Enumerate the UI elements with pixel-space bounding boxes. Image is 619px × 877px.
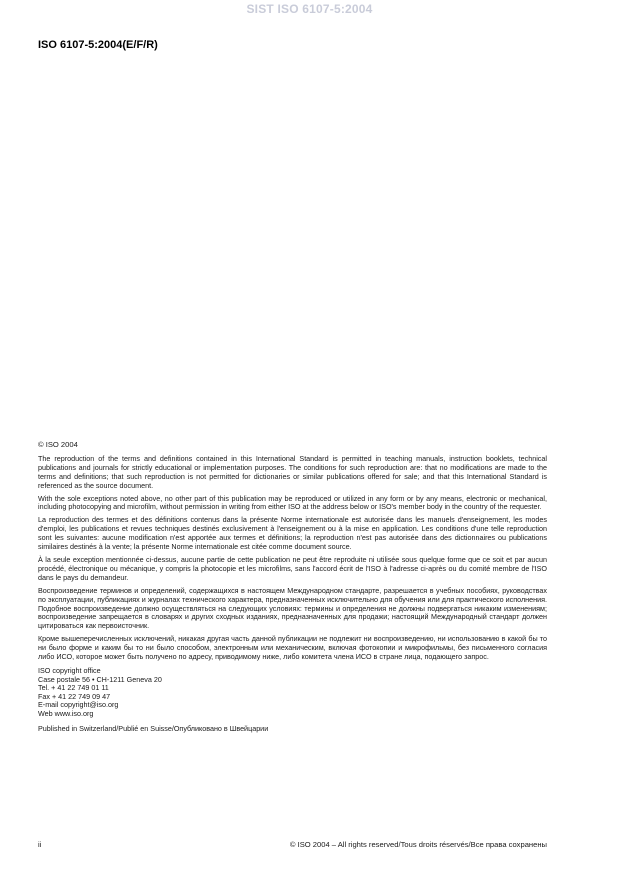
copyright-office-address [38, 667, 547, 719]
copyright-paragraph-en-1: The reproduction of the terms and definitions contained in this International Standard is permitted in teaching manuals, instruction booklets, technical publications and journals for strictly educational or implementation purposes. The conditions for such reproduction are: that no modifications are made to the terms and definitions; that such reproduction is not permitted for dictionaries or similar publications offered for sale; and that this International Standard is referenced as the source document. [38, 453, 547, 490]
copyright-paragraph-fr-1: La reproduction des termes et des définitions contenus dans la présente Norme internationale est autorisée dans les manuels d'enseignement, les modes d'emploi, les publications et revues techniques destinés exclusivement à l'enseignement ou à la mise en application. Les conditions d'une telle reproduction sont les suivantes: aucune modification n'est apportée aux termes et définitions; la reproduction n'est pas autorisée dans des dictionnaires ou publications similaires destinés à la vente; la présente Norme internationale est citée comme document source. [38, 515, 547, 552]
published-in: Published in Switzerland/Publié en Suisse/Опубликовано в Швейцарии [38, 723, 269, 733]
telephone: Tel. + 41 22 749 01 11 [38, 683, 109, 693]
footer-copyright: © ISO 2004 – All rights reserved/Tous droits réservés/Все права сохранены [289, 840, 547, 849]
fax: Fax + 41 22 749 09 47 [38, 691, 111, 701]
office-name: ISO copyright office [38, 665, 101, 675]
copyright-line: © ISO 2004 [38, 440, 78, 449]
email: E-mail copyright@iso.org [38, 700, 119, 710]
copyright-paragraph-fr-2: À la seule exception mentionnée ci-dessus, aucune partie de cette publication ne peut être reproduite ni utilisée sous quelque forme que ce soit et par aucun procédé, électronique ou mécanique, y compris la photocopie et les microfilms, sans l'accord écrit de l'ISO à l'adresse ci-après ou du comité membre de l'ISO dans le pays du demandeur. [38, 554, 547, 582]
watermark: SIST ISO 6107-5:2004 [246, 2, 373, 16]
copyright-paragraph-en-2: With the sole exceptions noted above, no other part of this publication may be reproduced or utilized in any form or by any means, electronic or mechanical, including photocopying and microfilm, without permission in writing from either ISO at the address below or ISO's member body in the country of the requester. [38, 493, 547, 512]
page-number: ii [38, 840, 42, 849]
website: Web www.iso.org [38, 708, 94, 718]
document-id: ISO 6107-5:2004(E/F/R) [38, 39, 158, 51]
copyright-paragraph-ru-1: Воспроизведение терминов и определений, содержащихся в настоящем Международном стандарте, разрешается в учебных пособиях, руководствах по эксплуатации, публикациях и журналах технического характера, предназначенных исключительно для обучения или для практического исполнения. Подобное воспроизведение должно осуществляться на следующих условиях: термины и определения не должны подвергаться никаким изменениям; воспроизведение запрещается в словарях и других сходных изданиях, предназначенных для продажи; настоящий Международный стандарт должен цитироваться как первоисточник. [38, 585, 547, 631]
copyright-notice [38, 441, 547, 733]
postal-address: Case postale 56 • CH-1211 Geneva 20 [38, 674, 162, 684]
copyright-paragraph-ru-2: Кроме вышеперечисленных исключений, никакая другая часть данной публикации не подлежит ни воспроизведению, ни использованию в какой бы то ни было форме и каким бы то ни было способом, электронным или механическим, включая фотокопии и микрофильмы, без письменного согласия либо ИСО, которое может быть получено по адресу, приводимому ниже, либо комитета члена ИСО в стране лица, подающего запрос. [38, 634, 547, 662]
